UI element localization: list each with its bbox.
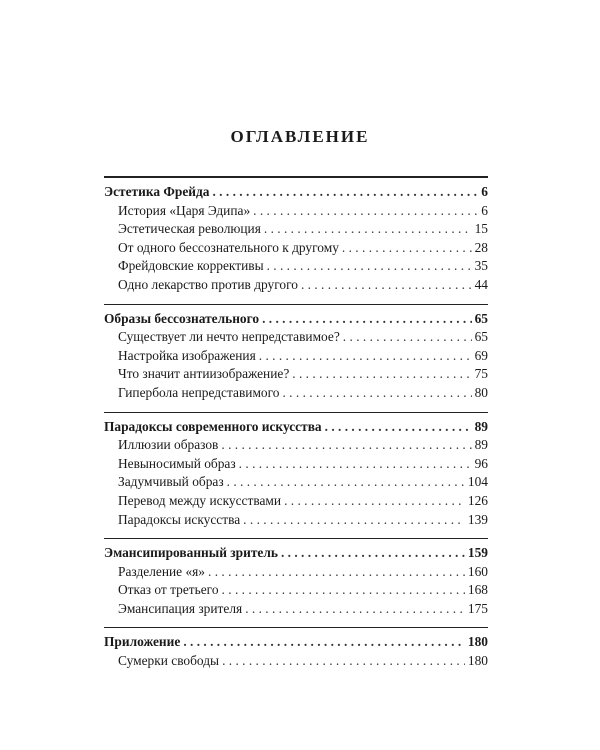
toc-section-heading[interactable] [104,310,488,329]
toc-page-number: 139 [467,511,488,527]
toc-section [104,412,488,530]
toc-section-title: Эмансипированный зритель [104,545,278,561]
toc-page-number: 65 [474,329,488,345]
toc-entry-title: Парадоксы искусства [118,511,241,527]
toc-section-title: Образы бессознательного [104,310,260,326]
toc-entry-title: Эстетическая революция [118,221,261,237]
toc-section-title: Эстетика Фрейда [104,184,210,199]
toc-entry[interactable] [104,328,488,347]
toc-entry[interactable] [104,220,488,239]
toc-page-number: 104 [467,474,488,490]
toc-entry[interactable] [104,563,488,582]
toc-section-heading[interactable] [104,418,488,437]
dot-leader [259,347,472,366]
toc-page-number: 180 [467,653,488,669]
toc-page-number: 65 [474,310,488,326]
toc-page-number: 75 [474,366,488,382]
toc-entry[interactable] [104,473,488,492]
toc-section-heading[interactable] [104,183,488,202]
toc-section-title: Приложение [104,634,181,650]
toc-entry[interactable] [104,455,488,474]
toc-entry-title: Фрейдовские коррективы [118,258,264,274]
toc-entry[interactable] [104,600,488,619]
dot-leader [222,652,465,671]
toc-entry[interactable] [104,347,488,366]
toc-section [104,176,488,295]
dot-leader [208,563,465,582]
toc-section [104,304,488,403]
toc-entry-title: Эмансипация зрителя [118,600,243,616]
toc-entry[interactable] [104,652,488,671]
toc-entry-title: Иллюзии образов [118,437,219,453]
dot-leader [292,365,471,384]
dot-leader [222,581,465,600]
toc-entry-title: Сумерки свободы [118,653,220,669]
dot-leader [325,418,472,437]
dot-leader [284,492,465,511]
dot-leader [212,183,478,202]
toc-entry-title: Одно лекарство против другого [118,276,298,292]
toc-entry[interactable] [104,276,488,295]
dot-leader [281,544,465,563]
toc-page-number: 44 [474,276,488,292]
toc-entry-title: Отказ от третьего [118,582,219,598]
dot-leader [243,511,465,530]
dot-leader [227,473,465,492]
toc-entry-title: Настройка изображения [118,347,256,363]
toc-page-number: 28 [474,239,488,255]
dot-leader [239,455,472,474]
toc-entry[interactable] [104,365,488,384]
toc-section-heading[interactable] [104,633,488,652]
toc-entry[interactable] [104,492,488,511]
toc-entry-title: Существует ли нечто непредставимое? [118,329,340,345]
dot-leader [282,384,471,403]
dot-leader [343,328,472,347]
toc-entry-title: Перевод между искусствами [118,492,282,508]
dot-leader [301,276,472,295]
toc-page-number: 175 [467,600,488,616]
toc-page-number: 89 [474,418,488,434]
toc-page-number: 126 [467,492,488,508]
toc-page-number: 159 [467,545,488,561]
toc-entry[interactable] [104,511,488,530]
dot-leader [253,202,478,221]
toc-page-number: 96 [474,455,488,471]
toc-entry-title: Задумчивый образ [118,474,224,490]
toc-page-number: 69 [474,347,488,363]
toc-entry-title: Разделение «я» [118,563,205,579]
toc-section-title: Парадоксы современного искусства [104,418,322,434]
toc-section [104,627,488,670]
toc-page-number: 15 [474,221,488,237]
toc-entry-title: Что значит антиизображение? [118,366,290,382]
toc-entry-title: Невыносимый образ [118,455,236,471]
toc-entry[interactable] [104,239,488,258]
dot-leader [264,220,472,239]
toc-section [104,538,488,618]
toc-entry-title: Гипербола непредставимого [118,384,280,400]
dot-leader [267,257,472,276]
page-title: ОГЛАВЛЕНИЕ [230,127,370,146]
toc-page-number: 89 [474,437,488,453]
dot-leader [342,239,472,258]
toc-section-heading[interactable] [104,544,488,563]
dot-leader [262,310,472,329]
dot-leader [183,633,465,652]
toc-entry[interactable] [104,257,488,276]
toc-entry[interactable] [104,202,488,221]
toc-page-number: 168 [467,582,488,598]
toc-entry[interactable] [104,436,488,455]
toc-entry[interactable] [104,581,488,600]
toc-page-number: 160 [467,563,488,579]
toc-page-number: 6 [481,184,488,199]
toc-entry-title: История «Царя Эдипа» [118,202,251,218]
dot-leader [221,436,471,455]
table-of-contents [104,176,488,680]
toc-entry-title: От одного бессознательного к другому [118,239,339,255]
toc-page-number: 35 [474,258,488,274]
toc-page-number: 180 [467,634,488,650]
toc-page-number: 6 [481,202,488,218]
toc-entry[interactable] [104,384,488,403]
dot-leader [245,600,465,619]
toc-page-number: 80 [474,384,488,400]
